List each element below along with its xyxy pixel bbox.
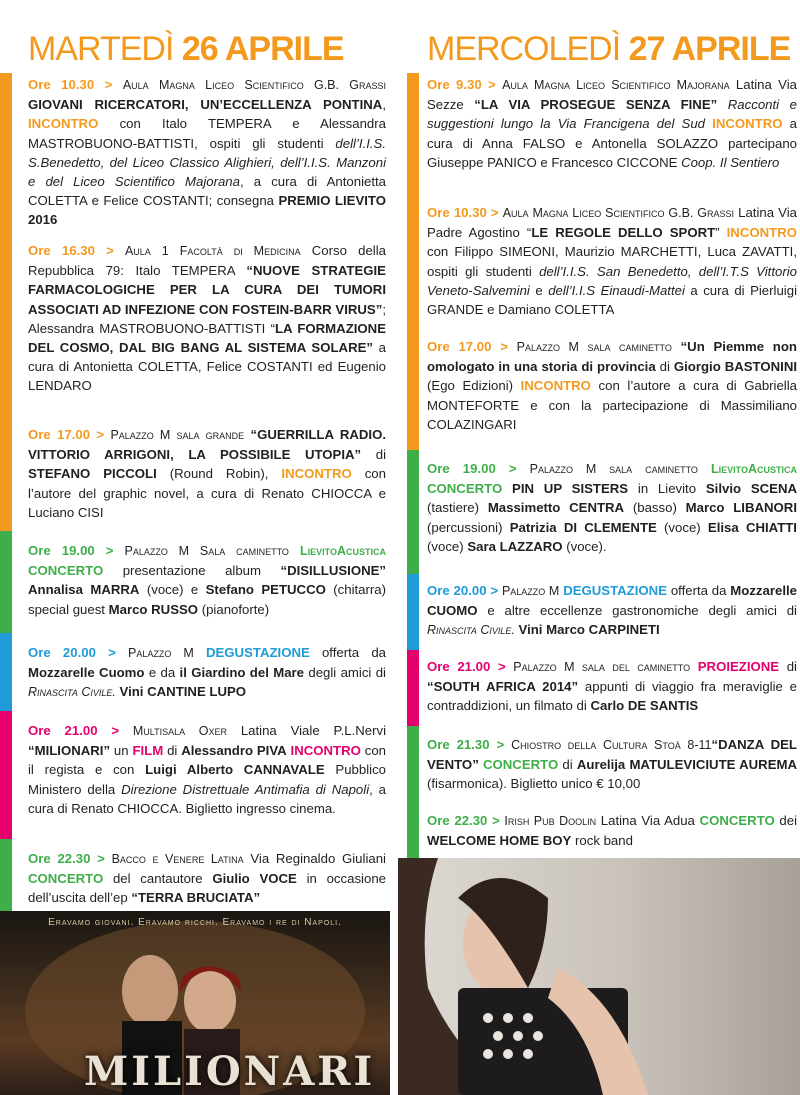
event-text: (voce). [562,538,607,554]
event-text: (chitarra) special guest [28,582,387,617]
day-date: 27 APRILE [628,30,791,68]
event-time: Ore 17.00 > [28,427,105,442]
event-item [28,721,386,818]
event-text: Rinascita Civile. [28,685,116,700]
event-text: a cura di Antonietta COLETTA, Felice COSTANTI ed Eugenio LENDARO [28,340,386,394]
event-text: (pianoforte) [198,601,270,617]
event-text: Racconti e suggestioni lungo la Via Francigena del Sud [427,97,797,132]
event-venue: Palazzo M sala grande [110,428,245,442]
event-highlight: Alessandro PIVA [181,743,287,759]
poster-title: MILIONARI [84,1048,376,1095]
event-type-tag: PROIEZIONE [697,659,780,674]
event-venue: Palazzo M [128,646,194,660]
event-text: offerta da [309,645,386,660]
event-highlight: Giulio VOCE [212,871,297,887]
event-text: , a cura di Antonietta COLETTA e Felice COSTANTI; consegna [28,174,386,209]
event-time: Ore 19.00 > [28,543,114,558]
event-text: appunti di viaggio fra meraviglie e contraddizioni, un filmato di [427,679,798,714]
event-text: con Italo TEMPERA e Alessandra MASTROBUONO-BATTISTI, ospiti gli studenti [28,116,386,151]
event-time: Ore 9.30 > [427,77,496,92]
event-title: “Un Piemme non omologato in una storia di provincia [427,339,797,375]
event-item [427,203,797,319]
event-highlight: Marco LIBANORI [685,500,797,516]
event-title: “SOUTH AFRICA 2014” [427,679,579,695]
event-highlight: WELCOME HOME BOY [427,833,572,849]
event-highlight: PREMIO LIEVITO 2016 [28,193,386,228]
event-text: a cura di Pierluigi GRANDE e Damiano COLETTA [427,282,797,318]
event-title: “DISILLUSIONE” [280,563,386,579]
section-bar-magenta [0,711,12,839]
event-text: ” [715,225,727,241]
event-text: di [558,757,577,773]
event-item [427,811,797,850]
event-type-tag: INCONTRO [712,116,783,132]
event-type-tag: INCONTRO [290,743,361,759]
event-highlight: Annalisa MARRA [28,582,140,598]
event-text: Latina Via Padre Agostino “ [427,205,797,241]
event-highlight: Giorgio BASTONINI [673,359,798,375]
event-venue: Palazzo M [501,584,560,598]
event-title: “GUERRILLA RADIO. VITTORIO ARRIGONI, LA POSSIBILE UTOPIA” [28,427,386,463]
day-name: MERCOLEDÌ [427,30,621,68]
day-heading [427,30,790,69]
event-text: in occasione dell’uscita dell’ep [28,871,386,906]
event-type-tag: CONCERTO [483,757,559,773]
event-time: Ore 10.30 > [28,77,113,92]
event-text: offerta da [666,583,731,598]
event-type-tag: INCONTRO [726,225,797,241]
section-bar-magenta [407,650,419,726]
event-item [28,241,386,396]
event-type-tag: CONCERTO [699,813,775,828]
event-venue: Palazzo M sala caminetto [529,462,698,476]
event-text: (Ego Edizioni) [427,378,521,394]
event-text: dell’I.I.S Einaudi-Mattei [548,282,685,298]
event-series-label: LievitoAcustica [299,544,386,558]
event-text: (voce) e [139,582,206,598]
event-highlight: Patrizia DI CLEMENTE [509,519,657,535]
event-type-tag: CONCERTO [427,481,503,497]
event-title: “DANZA DEL VENTO” [427,737,797,773]
film-poster-image [0,911,390,1095]
event-venue: Bacco e Venere Latina [111,852,244,866]
event-text: (tastiere) [427,500,488,516]
event-type-tag: CONCERTO [28,563,104,579]
event-text: un [110,743,133,759]
event-item [427,75,797,172]
event-highlight: Mozzarelle CUOMO [427,583,797,619]
event-venue: Aula 1 Facoltà di Medicina [124,244,301,258]
event-highlight: STEFANO PICCOLI [28,466,157,482]
event-text: Latina Via Sezze [427,77,797,113]
event-title: “LA VIA PROSEGUE SENZA FINE” [474,97,718,113]
event-time: Ore 10.30 > [427,205,499,220]
day-date: 26 APRILE [181,30,344,68]
event-text: dell’I.I.S. San Benedetto, dell’I.T.S Vittorio Veneto-Salvemini [427,263,797,298]
event-text: di [361,447,386,463]
event-venue: Aula Magna Liceo Scientifico G.B. Grassi [502,206,735,220]
event-time: Ore 20.00 > [28,645,116,660]
event-title: PIN UP SISTERS [502,481,629,497]
event-highlight: Silvio SCENA [705,481,797,497]
accordion-player-photo [398,858,800,1095]
event-item [427,657,797,716]
event-text: in Lievito [628,481,706,497]
event-highlight: il Giardino del Mare [179,665,305,681]
event-text: (fisarmonica). Biglietto unico € 10,00 [427,776,641,792]
photo-illustration [398,858,800,1095]
event-venue: Palazzo M sala del caminetto [513,660,691,674]
event-title: GIOVANI RICERCATORI, UN’ECCELLENZA PONTINA [28,97,383,113]
event-highlight: Aurelija MATULEVICIUTE AUREMA [576,757,798,773]
section-bar-green [0,839,12,911]
event-item [28,425,386,522]
event-venue: Multisala Oxer [132,724,228,738]
event-venue: Aula Magna Liceo Scientifico Majorana [502,78,730,92]
event-text: di [655,359,674,375]
event-type-tag: INCONTRO [520,378,591,394]
event-time: Ore 19.00 > [427,461,517,476]
event-venue: Palazzo M sala caminetto [516,340,672,354]
event-time: Ore 21.00 > [28,723,120,738]
event-text: , a cura di Renato CHIOCCA. Biglietto ingresso cinema. [28,781,386,816]
day-name: MARTEDÌ [28,30,174,68]
event-item [28,643,386,703]
event-text: e [529,282,549,298]
event-text: Pubblico Ministero della [28,762,386,797]
event-text: presentazione album [103,563,281,579]
event-title: “NUOVE STRATEGIE FARMACOLOGICHE PER LA CURA DEI TUMORI ASSOCIATI AD INFEZIONE CON FOSTEIN-BARR VIRUS” [28,263,386,317]
event-type-tag: DEGUSTAZIONE [205,645,310,660]
event-item [28,541,386,619]
event-text: con il regista e con [28,743,387,778]
event-venue: Palazzo M Sala caminetto [124,544,289,558]
event-type-tag: INCONTRO [281,466,352,482]
event-item [427,735,797,794]
event-text: (voce) [656,519,708,535]
event-text: di [779,659,797,674]
event-item [28,849,386,908]
event-time: Ore 21.30 > [427,737,505,752]
event-text: Rinascita Civile. [427,623,515,638]
event-text: con l’autore a cura di Gabriella MONTEFORTE e con la partecipazione di Massimiliano COLAZINGARI [427,378,797,432]
event-time: Ore 16.30 > [28,243,114,258]
section-bar-orange [407,73,419,450]
event-highlight: Stefano PETUCCO [205,582,326,598]
event-title: LE REGOLE DELLO SPORT [531,225,716,241]
event-text: e da [144,665,180,681]
event-highlight: Vini CANTINE LUPO [115,684,247,700]
event-text: con l’autore del graphic novel, a cura di Renato CHIOCCA e Luciano CISI [28,466,386,520]
event-highlight: Elisa CHIATTI [707,519,797,535]
event-text: con Filippo SIMEONI, Maurizio MARCHETTI, Luca ZAVATTI, ospiti gli studenti [427,244,797,279]
section-bar-green [407,726,419,858]
event-time: Ore 17.00 > [427,339,508,354]
event-text: del cantautore [103,871,213,887]
event-time: Ore 22.30 > [28,851,105,866]
event-highlight: Mozzarelle Cuomo [28,665,145,681]
event-text: Latina Via Adua [596,813,700,828]
event-text: ; Alessandra MASTROBUONO-BATTISTI “ [28,301,386,336]
event-series-label: LievitoAcustica [710,462,797,476]
event-text: degli amici di [304,665,386,681]
event-text: dei [774,813,798,828]
event-text: di [163,743,182,759]
event-text: rock band [571,833,633,849]
event-type-tag: CONCERTO [28,871,104,887]
section-bar-blue [407,574,419,650]
section-bar-green [407,450,419,574]
event-highlight: Luigi Alberto CANNAVALE [145,762,325,778]
event-venue: Aula Magna Liceo Scientifico G.B. Grassi [122,78,386,92]
event-time: Ore 22.30 > [427,813,500,828]
event-item: Ore 10.30 > Aula Magna Liceo Scientifico G.B. Grassi GIOVANI RICERCATORI, UN’ECCELLENZA PONTINA, INCONTRO con Italo TEMPERA e Alessandra MASTROBUONO-BATTISTI, ospiti gli studenti dell’I.I.S. S.Benedetto, del Liceo Classico Alighieri, dell’I.I.S. Manzoni e del Liceo Scientifico Majorana, a cura di Antonietta COLETTA e Felice COSTANTI; consegna PREMIO LIEVITO 2016 [28,77,386,228]
event-item [427,581,797,641]
poster-tagline: Eravamo giovani. Eravamo ricchi. Eravamo i re di Napoli. [48,917,342,928]
event-text: (Round Robin), [156,466,282,482]
event-text: a cura di Anna FALSO e Antonella SOLAZZO partecipano Giuseppe PANICO e Francesco CICCONE [427,116,798,170]
section-bar-green [0,531,12,633]
event-type-tag: DEGUSTAZIONE [563,583,667,598]
event-text: dell’I.I.S. S.Benedetto, del Liceo Classico Alighieri, dell’I.I.S. Manzoni e del Liceo Scientifico Majorana [28,135,386,190]
event-highlight: Sara LAZZARO [467,538,563,554]
event-highlight: Marco RUSSO [108,601,199,617]
event-text: (percussioni) [427,519,510,535]
event-text: Corso della Repubblica 79: Italo TEMPERA [28,243,386,279]
event-time: Ore 21.00 > [427,659,506,674]
event-text: (voce) [427,538,468,554]
event-text: Latina Viale P.L.Nervi [227,723,387,738]
event-title: “MILIONARI” [28,743,111,759]
event-item [427,337,797,434]
event-venue: Irish Pub Doolin [504,814,597,828]
section-bar-blue [0,633,12,711]
event-highlight: Massimetto CENTRA [487,500,625,516]
event-type-tag: FILM [132,743,164,759]
event-highlight: Carlo DE SANTIS [590,698,699,714]
event-title: “TERRA BRUCIATA” [131,890,261,906]
event-text: Direzione Distrettuale Antimafia di Napoli [121,781,370,797]
event-item [427,459,797,556]
event-text: Via Reginaldo Giuliani [243,851,386,866]
event-venue: Chiostro della Cultura Stoà 8-11 [511,738,712,752]
event-highlight: Vini Marco CARPINETI [514,622,660,638]
day-heading [28,30,344,69]
event-text: Coop. Il Sentiero [681,154,780,170]
event-text: (basso) [624,500,686,516]
event-time: Ore 20.00 > [427,583,499,598]
event-type-tag: INCONTRO [28,116,99,132]
section-bar-orange [0,73,12,531]
event-title: LA FORMAZIONE DEL COSMO, DAL BIG BANG AL SISTEMA SOLARE” [28,320,386,356]
event-text: e altre eccellenze gastronomiche degli amici di [477,603,797,619]
